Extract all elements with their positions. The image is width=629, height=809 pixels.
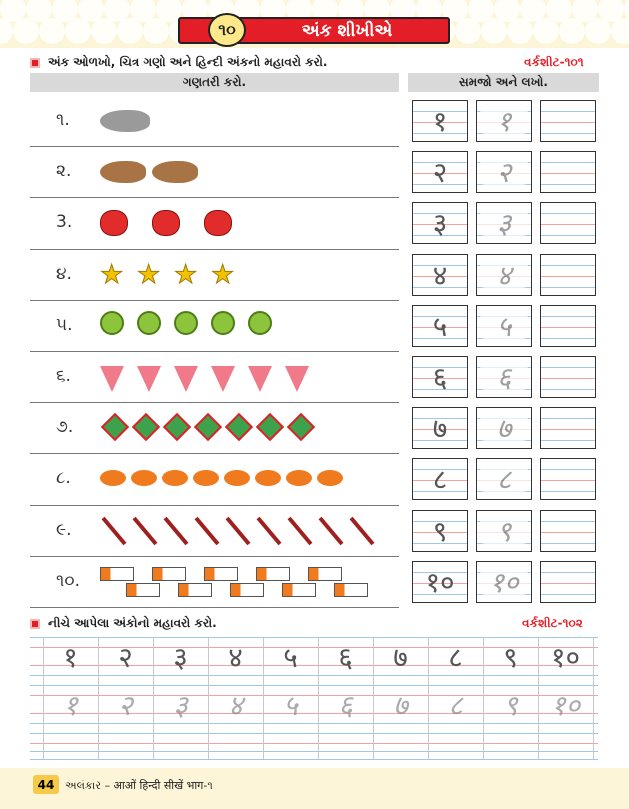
guide-line	[541, 583, 595, 584]
row-number: ૬.	[56, 366, 71, 386]
practice-write-cell[interactable]	[373, 733, 428, 759]
sparrow-icon	[100, 161, 146, 183]
writing-box[interactable]	[540, 458, 596, 500]
candy-icon	[286, 470, 312, 486]
trace-digit: ७	[477, 408, 531, 448]
icon-group	[100, 514, 395, 548]
practice-write-cell[interactable]	[208, 733, 263, 759]
decor-dot	[91, 18, 117, 44]
row-number: ૭.	[56, 417, 74, 438]
candy-icon	[100, 470, 126, 486]
writing-box[interactable]	[540, 305, 596, 347]
row-separator	[30, 453, 399, 454]
practice-sample-digit: १	[63, 641, 78, 674]
star-icon: ★	[100, 259, 124, 290]
row-separator	[30, 505, 399, 506]
decor-dot	[13, 18, 39, 44]
pencil-icon	[257, 516, 282, 545]
eraser-icon	[100, 567, 134, 581]
decor-dot	[585, 18, 611, 44]
decor-dot	[507, 18, 533, 44]
eraser-icon	[282, 583, 316, 597]
writing-box	[412, 100, 468, 142]
trace-digit: २	[477, 152, 531, 192]
kite-icon	[225, 413, 253, 441]
worksheet-label-2: વર્કશીટ-૧૦૨	[522, 616, 583, 630]
instruction-1	[30, 55, 327, 70]
top-icon	[248, 366, 272, 392]
writing-box	[412, 202, 468, 244]
writing-box	[412, 458, 468, 500]
icon-group	[100, 104, 395, 138]
ball-icon	[248, 311, 272, 335]
candy-icon	[317, 470, 343, 486]
practice-sample-digit: ४	[228, 641, 243, 674]
sample-digit: ५	[432, 309, 448, 343]
candy-icon	[255, 470, 281, 486]
practice-trace-digit: ४	[228, 689, 243, 722]
writing-box	[476, 356, 532, 398]
pencil-icon	[195, 516, 220, 545]
row-number: ૪.	[56, 263, 72, 284]
eraser-icon	[334, 583, 368, 597]
decor-dot	[559, 18, 585, 44]
writing-box	[412, 561, 468, 603]
pencil-icon	[350, 516, 375, 545]
pencil-icon	[288, 516, 313, 545]
practice-sample-digit: ३	[173, 641, 188, 674]
icon-group	[100, 309, 395, 343]
trace-digit: ५	[477, 306, 531, 346]
eraser-icon	[152, 567, 186, 581]
practice-trace-digit: ५	[283, 689, 298, 722]
decor-dot	[143, 18, 169, 44]
trace-digit: १	[477, 101, 531, 141]
row-separator	[30, 402, 399, 403]
practice-sample-digit: ९	[503, 641, 518, 674]
column-header-count: ગણતરી કરો.	[30, 73, 399, 92]
pencil-icon	[102, 516, 127, 545]
row-separator	[30, 300, 399, 301]
writing-box	[412, 151, 468, 193]
practice-write-cell[interactable]	[263, 733, 318, 759]
ball-icon	[100, 311, 124, 335]
instruction-2	[30, 616, 217, 631]
writing-box	[476, 254, 532, 296]
guide-line	[541, 184, 595, 185]
guide-line	[541, 111, 595, 112]
row-number: 3.	[56, 212, 73, 233]
kite-icon	[256, 413, 284, 441]
kite-icon	[163, 413, 191, 441]
trace-digit: १०	[477, 562, 531, 602]
guide-line	[541, 480, 595, 481]
practice-trace-digit: २	[118, 689, 133, 722]
instruction-1-text: અંક ઓળખો, ચિત્ર ગણો અને હિન્દી અંકનો મહાવરો કરો.	[48, 55, 328, 69]
row-separator	[30, 197, 399, 198]
practice-sample-digit: ६	[338, 641, 353, 674]
sample-digit: ७	[432, 412, 448, 446]
guide-line	[541, 594, 595, 595]
top-icon	[174, 366, 198, 392]
icon-group	[100, 155, 395, 189]
guide-line	[541, 429, 595, 430]
top-icon	[211, 366, 235, 392]
icon-group	[100, 206, 395, 240]
guide-line	[541, 469, 595, 470]
trace-digit: ८	[477, 459, 531, 499]
practice-sample-digit: २	[118, 641, 133, 674]
practice-trace-digit: १	[63, 689, 78, 722]
row-number: ૧૦.	[56, 570, 80, 591]
guide-line	[541, 287, 595, 288]
column-header-write: સમજો અને લખો.	[408, 73, 599, 92]
instruction-2-text: નીચે આપેલા અંકોનો મહાવરો કરો.	[48, 616, 217, 630]
candy-icon	[131, 470, 157, 486]
sparrow-icon	[152, 161, 198, 183]
apple-icon	[152, 210, 180, 236]
eraser-icon	[256, 567, 290, 581]
practice-guide-line	[30, 759, 598, 760]
row-separator	[30, 249, 399, 250]
eraser-icon	[230, 583, 264, 597]
trace-digit: ३	[477, 203, 531, 243]
candy-icon	[193, 470, 219, 486]
worksheet-label-1: વર્કશીટ-૧૦૧	[524, 55, 584, 69]
decor-dot	[117, 18, 143, 44]
practice-write-cell[interactable]	[318, 733, 373, 759]
decor-dot	[611, 18, 629, 44]
writing-box[interactable]	[540, 254, 596, 296]
writing-box	[412, 407, 468, 449]
practice-grid	[43, 637, 598, 759]
icon-group	[100, 411, 395, 445]
icon-group	[100, 360, 395, 394]
practice-trace-digit: ३	[173, 689, 188, 722]
writing-box	[476, 100, 532, 142]
writing-box	[412, 356, 468, 398]
writing-box[interactable]	[540, 356, 596, 398]
practice-trace-digit: ९	[503, 689, 518, 722]
chapter-title: અંક શીખીએ	[301, 20, 393, 41]
writing-box	[412, 305, 468, 347]
guide-line	[541, 162, 595, 163]
candy-icon	[162, 470, 188, 486]
row-number: ૮.	[56, 468, 71, 489]
square-bullet-icon	[30, 58, 40, 68]
decor-dot	[455, 18, 481, 44]
guide-line	[541, 122, 595, 123]
ball-icon	[174, 311, 198, 335]
decor-dot	[533, 18, 559, 44]
writing-box[interactable]	[540, 407, 596, 449]
guide-line	[541, 133, 595, 134]
star-icon: ★	[174, 259, 198, 290]
guide-line	[541, 491, 595, 492]
eraser-icon	[178, 583, 212, 597]
pencil-icon	[133, 516, 158, 545]
practice-write-cell[interactable]	[538, 733, 593, 759]
sample-digit: ३	[432, 207, 448, 241]
trace-digit: ९	[477, 511, 531, 551]
writing-box	[476, 305, 532, 347]
guide-line	[541, 265, 595, 266]
practice-trace-digit: ७	[393, 689, 408, 722]
practice-sample-digit: ५	[283, 641, 298, 674]
decor-dot	[65, 18, 91, 44]
writing-box	[476, 407, 532, 449]
writing-box[interactable]	[540, 510, 596, 552]
guide-line	[541, 378, 595, 379]
pencil-icon	[319, 516, 344, 545]
guide-line	[541, 532, 595, 533]
practice-write-cell[interactable]	[153, 733, 208, 759]
top-icon	[137, 366, 161, 392]
writing-box	[476, 458, 532, 500]
star-icon: ★	[211, 259, 235, 290]
sample-digit: १०	[425, 565, 455, 599]
guide-line	[541, 440, 595, 441]
row-separator	[30, 146, 399, 147]
icon-group	[100, 258, 395, 292]
kite-icon	[101, 413, 129, 441]
writing-box[interactable]	[540, 100, 596, 142]
guide-line	[541, 338, 595, 339]
kite-icon	[132, 413, 160, 441]
decor-dot	[39, 18, 65, 44]
trace-digit: ६	[477, 357, 531, 397]
eraser-icon	[204, 567, 238, 581]
trace-digit: ४	[477, 255, 531, 295]
square-bullet-icon	[30, 619, 40, 629]
kite-icon	[287, 413, 315, 441]
row-number: ૯.	[56, 519, 72, 540]
writing-box[interactable]	[540, 151, 596, 193]
writing-box	[476, 202, 532, 244]
writing-box	[412, 510, 468, 552]
page-number: 44	[33, 775, 59, 794]
pigeon-icon	[100, 110, 150, 132]
chapter-number: ૧૦	[208, 13, 246, 47]
practice-write-cell[interactable]	[43, 733, 98, 759]
guide-line	[541, 418, 595, 419]
row-number: ૫.	[56, 314, 73, 335]
guide-line	[541, 543, 595, 544]
icon-group	[100, 462, 395, 496]
practice-write-cell[interactable]	[428, 733, 483, 759]
top-icon	[285, 366, 309, 392]
writing-box	[476, 151, 532, 193]
decor-dot	[481, 18, 507, 44]
apple-icon	[100, 210, 128, 236]
top-icon	[100, 366, 124, 392]
guide-line	[541, 316, 595, 317]
practice-write-cell[interactable]	[483, 733, 538, 759]
guide-line	[541, 521, 595, 522]
guide-line	[541, 235, 595, 236]
writing-box[interactable]	[540, 202, 596, 244]
kite-icon	[194, 413, 222, 441]
sample-digit: ९	[432, 514, 448, 548]
icon-group	[100, 565, 395, 599]
writing-box	[476, 510, 532, 552]
apple-icon	[204, 210, 232, 236]
practice-sample-digit: ८	[448, 641, 463, 674]
practice-column-divider	[593, 637, 594, 759]
writing-box	[412, 254, 468, 296]
practice-trace-digit: ६	[338, 689, 353, 722]
writing-box	[476, 561, 532, 603]
pencil-icon	[164, 516, 189, 545]
ball-icon	[211, 311, 235, 335]
sample-digit: २	[432, 156, 448, 190]
row-number: ૨.	[56, 161, 72, 182]
sample-digit: ४	[432, 258, 448, 292]
pencil-icon	[226, 516, 251, 545]
practice-trace-digit: ८	[448, 689, 463, 722]
practice-sample-digit: १०	[550, 641, 581, 674]
row-separator	[30, 351, 399, 352]
practice-sample-digit: ७	[393, 641, 408, 674]
guide-line	[541, 276, 595, 277]
guide-line	[541, 367, 595, 368]
candy-icon	[224, 470, 250, 486]
sample-digit: ८	[432, 463, 448, 497]
eraser-icon	[308, 567, 342, 581]
row-separator	[30, 607, 399, 608]
sample-digit: १	[432, 105, 448, 138]
sample-digit: ६	[432, 361, 448, 394]
practice-trace-digit: १०	[550, 689, 581, 722]
row-separator	[30, 556, 399, 557]
practice-write-cell[interactable]	[98, 733, 153, 759]
row-number: ૧.	[56, 110, 70, 130]
eraser-icon	[126, 583, 160, 597]
guide-line	[541, 173, 595, 174]
guide-line	[541, 224, 595, 225]
star-icon: ★	[137, 259, 161, 290]
ball-icon	[137, 311, 161, 335]
guide-line	[541, 327, 595, 328]
writing-box[interactable]	[540, 561, 596, 603]
footer-text: અલંકાર – आओं हिन्दी सीखें भाग-૧	[65, 779, 213, 792]
guide-line	[541, 389, 595, 390]
guide-line	[541, 572, 595, 573]
guide-line	[541, 213, 595, 214]
